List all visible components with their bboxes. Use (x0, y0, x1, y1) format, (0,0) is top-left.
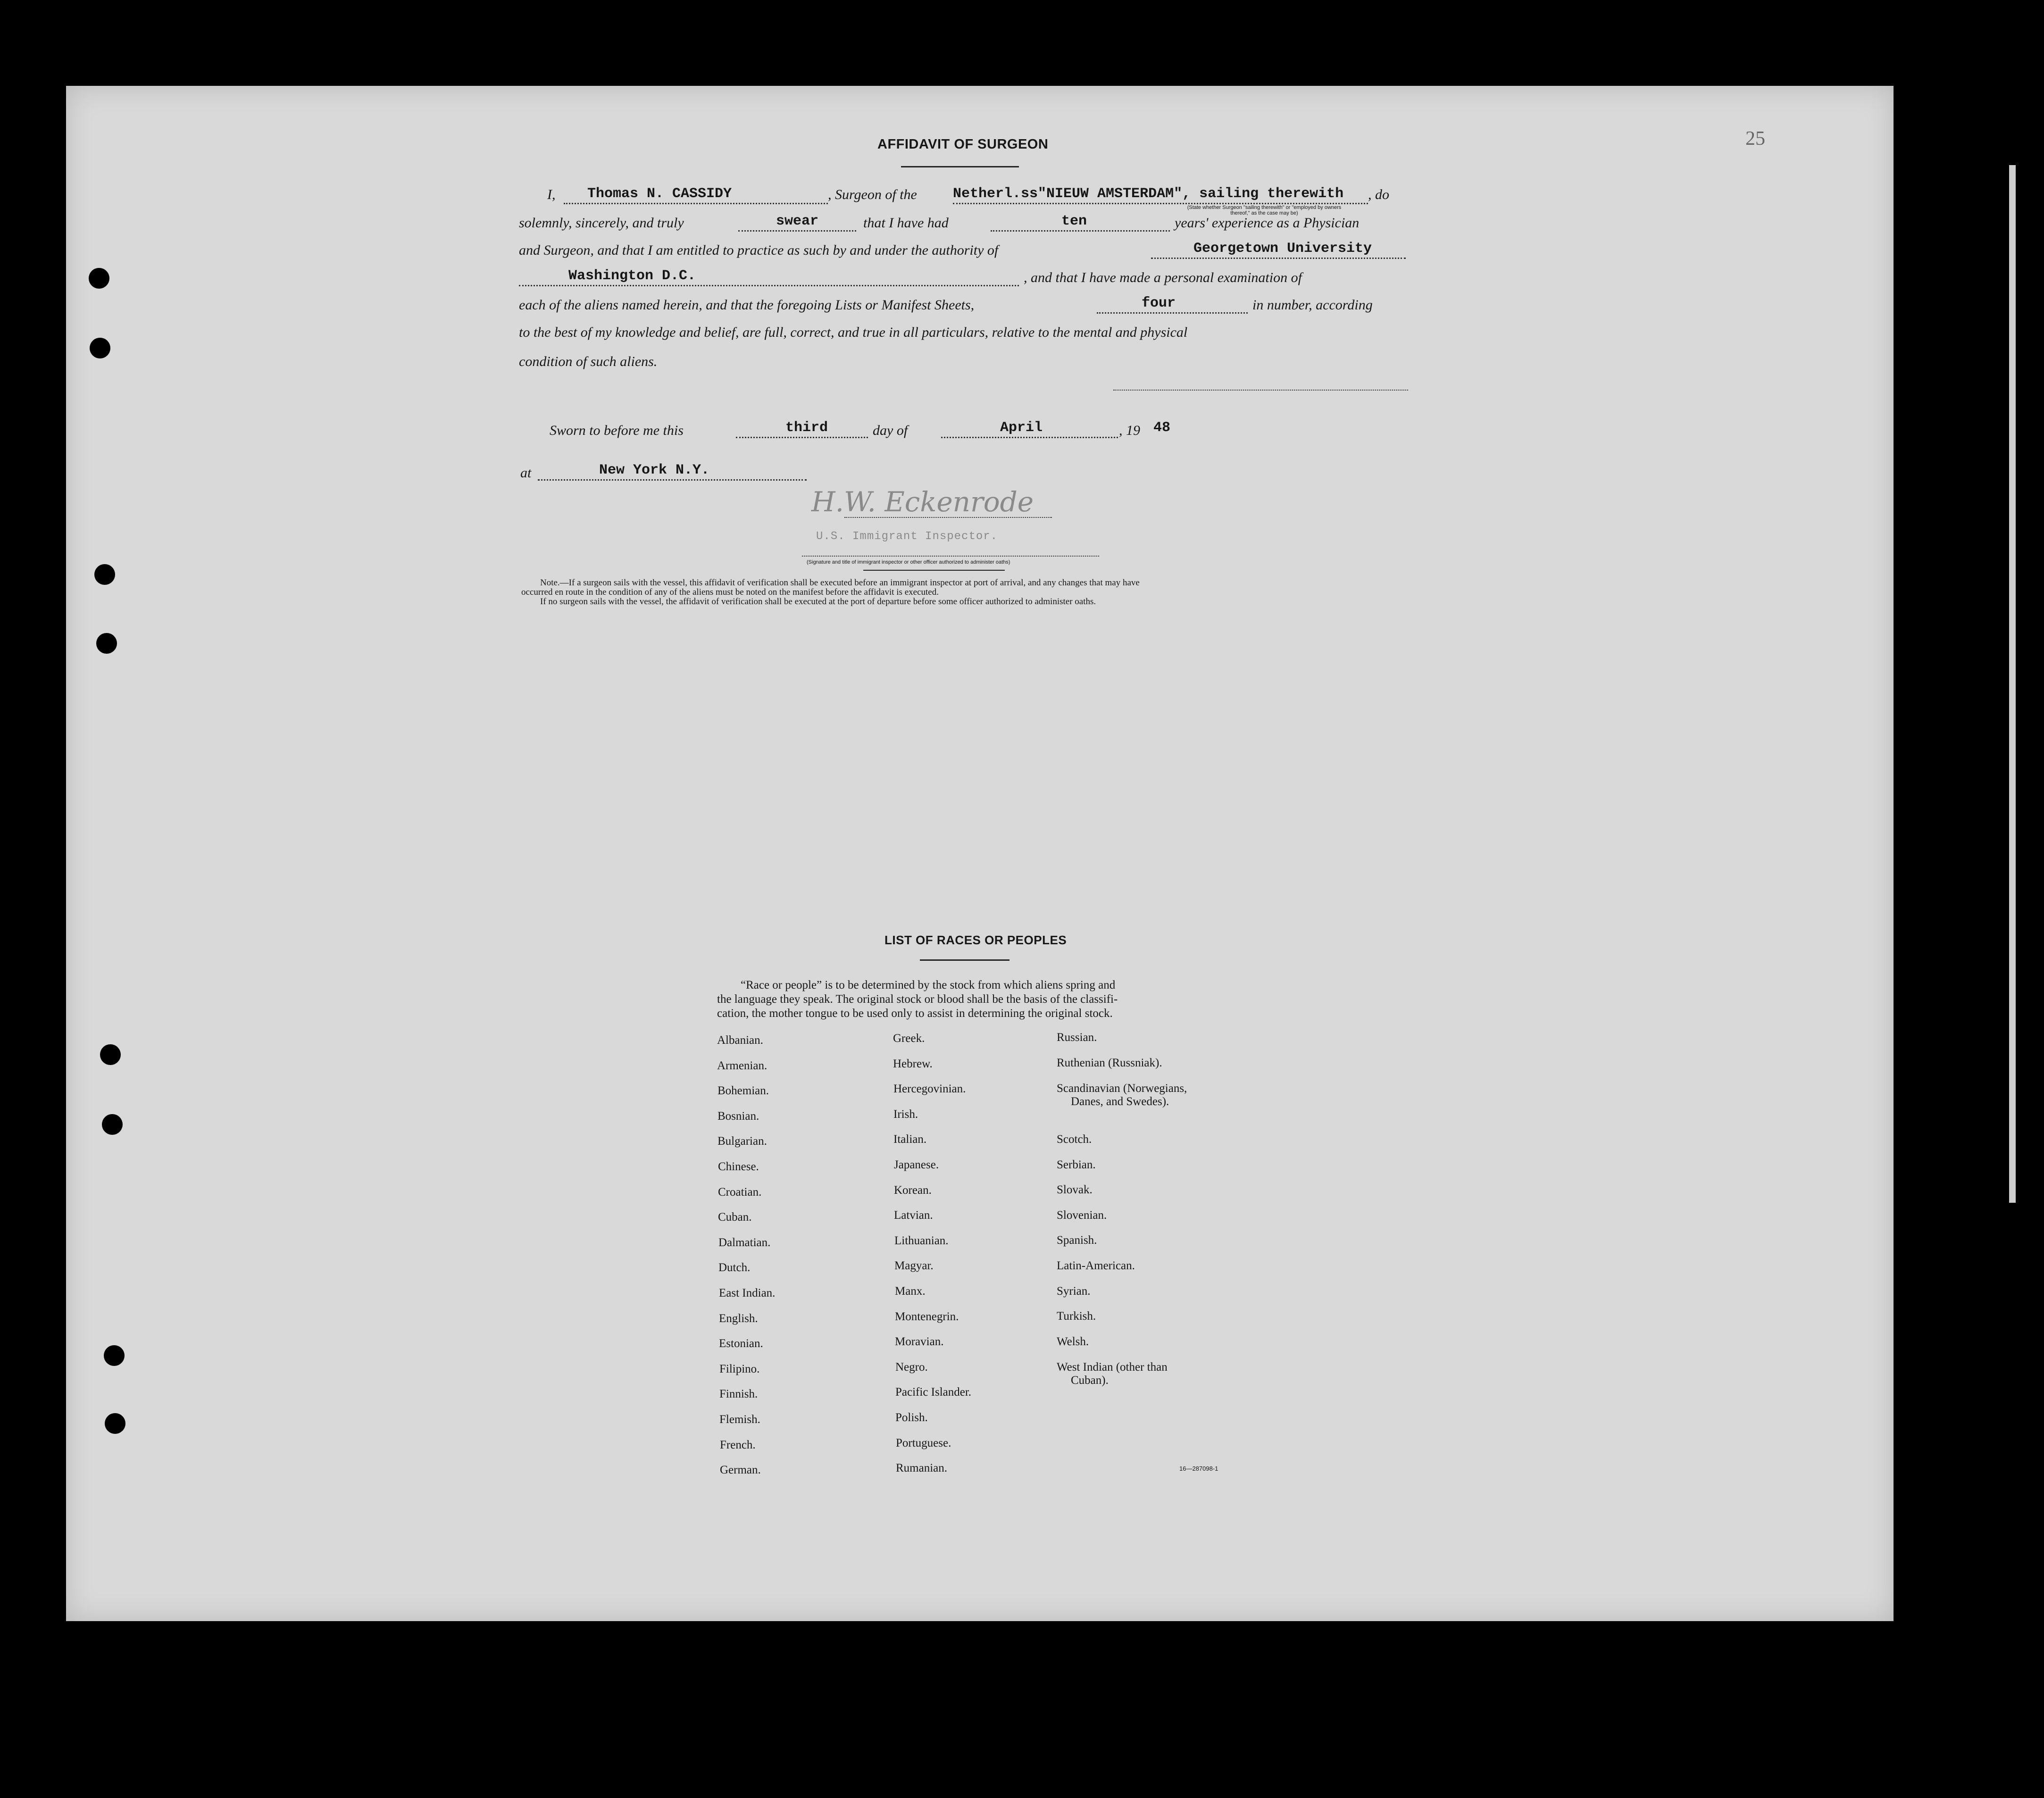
sheets-value: four (1142, 295, 1176, 311)
race-item: Bosnian. (717, 1109, 759, 1123)
races-title-rule (920, 959, 1009, 961)
line4-suffix: , and that I have made a personal examination of (1024, 270, 1302, 285)
race-item: Turkish. (1057, 1310, 1096, 1323)
vessel-line (953, 203, 1368, 204)
race-item: Russian. (1057, 1031, 1097, 1044)
race-item: Manx. (895, 1285, 926, 1298)
years-value: ten (1061, 213, 1087, 229)
race-item: Scandinavian (Norwegians, (1057, 1082, 1187, 1095)
authority-line (1151, 258, 1406, 259)
line1-mid: , Surgeon of the (828, 187, 917, 202)
race-item: Korean. (894, 1183, 932, 1197)
race-item: Polish. (895, 1411, 928, 1424)
race-item: Greek. (893, 1032, 925, 1045)
race-item: Pacific Islander. (895, 1386, 972, 1399)
place-value: New York N.Y. (599, 462, 710, 478)
line1-suffix: , do (1368, 187, 1389, 202)
form-number: 16—287098-1 (1179, 1465, 1218, 1472)
race-item: Danes, and Swedes). (1071, 1095, 1169, 1108)
races-title: LIST OF RACES OR PEOPLES (884, 933, 1067, 947)
race-item: Finnish. (719, 1388, 758, 1401)
line2-suffix: years' experience as a Physician (1175, 215, 1360, 231)
race-item: Rumanian. (896, 1462, 948, 1475)
punch-hole (96, 633, 117, 654)
race-item: Serbian. (1057, 1158, 1096, 1171)
race-item: Portuguese. (896, 1436, 951, 1449)
line3-prefix: and Surgeon, and that I am entitled to practice as such by and under the authority of (519, 242, 999, 258)
race-item: Dutch. (718, 1261, 751, 1274)
line7: condition of such aliens. (519, 354, 658, 369)
sheets-line (1097, 312, 1248, 314)
vessel-name: Netherl.ss"NIEUW AMSTERDAM", sailing therewith (953, 186, 1344, 202)
vessel-note: (State whether Surgeon "sailing therewith" or "employed by owners thereof," as the case may be) (1187, 205, 1342, 216)
race-item: Hercegovinian. (893, 1082, 966, 1096)
race-item: Cuban. (718, 1211, 752, 1224)
race-item: Bulgarian. (717, 1135, 767, 1148)
line5-prefix: each of the aliens named herein, and that the foregoing Lists or Manifest Sheets, (519, 297, 975, 313)
years-line (991, 230, 1170, 232)
race-item: Negro. (895, 1360, 928, 1373)
race-item: Spanish. (1057, 1234, 1097, 1247)
race-item: Bohemian. (717, 1084, 769, 1098)
sworn-month: April (1000, 420, 1043, 436)
page-number: 25 (1745, 128, 1765, 150)
race-item: Armenian. (717, 1059, 768, 1072)
oath-line (738, 230, 856, 232)
race-item: Latin-American. (1057, 1259, 1135, 1272)
race-item: Moravian. (895, 1335, 944, 1348)
inspector-signature: H.W. Eckenrode (811, 486, 1034, 518)
race-item: Montenegrin. (895, 1310, 959, 1323)
sworn-month-line (941, 437, 1118, 438)
caption-rule (863, 570, 1005, 571)
punch-hole (100, 1044, 121, 1065)
surgeon-signature-line (1113, 390, 1408, 391)
punch-hole (89, 268, 109, 289)
title-rule (901, 166, 1019, 167)
race-item: Chinese. (718, 1160, 759, 1173)
race-item: Cuban). (1071, 1374, 1109, 1387)
race-item: Estonian. (719, 1337, 763, 1350)
race-item: Dalmatian. (718, 1236, 771, 1249)
document-sheet (66, 86, 1894, 1621)
races-intro-1: “Race or people” is to be determined by the stock from which aliens spring and (741, 979, 1116, 991)
race-item: East Indian. (719, 1287, 776, 1299)
adjacent-page-edge (2009, 165, 2016, 1203)
note-line-2: occurred en route in the condition of any of the aliens must be noted on the manifest before the affidavit is executed. (521, 587, 939, 597)
sworn-prefix: Sworn to before me this (550, 423, 684, 438)
race-item: Flemish. (719, 1413, 760, 1426)
race-item: Filipino. (719, 1362, 760, 1375)
race-item: Irish. (893, 1107, 918, 1121)
signature-caption: (Signature and title of immigrant inspector or other officer authorized to administer oaths) (807, 559, 1010, 565)
race-item: Hebrew. (893, 1057, 933, 1070)
punch-hole (94, 564, 115, 585)
line5-suffix: in number, according (1252, 297, 1373, 313)
race-item: Welsh. (1057, 1335, 1089, 1348)
race-item: English. (719, 1312, 758, 1325)
race-item: German. (720, 1464, 761, 1477)
races-intro-2: the language they speak. The original stock or blood shall be the basis of the classifi- (717, 993, 1118, 1006)
place-prefix: at (520, 465, 532, 481)
sworn-day-line (736, 437, 868, 438)
race-item: Slovak. (1057, 1183, 1093, 1196)
races-intro-3: cation, the mother tongue to be used only to assist in determining the original stock. (717, 1007, 1113, 1020)
punch-hole (102, 1114, 123, 1135)
race-item: Croatian. (718, 1185, 762, 1199)
sworn-day: third (785, 420, 828, 436)
race-item: Scotch. (1057, 1133, 1092, 1146)
oath-value: swear (776, 213, 819, 229)
race-item: Latvian. (894, 1209, 933, 1222)
race-item: West Indian (other than (1057, 1361, 1168, 1373)
place-line (538, 479, 807, 481)
sworn-day-of: day of (873, 423, 908, 438)
authority-cont-line (519, 285, 1019, 286)
race-item: Ruthenian (Russniak). (1057, 1057, 1162, 1069)
race-item: Syrian. (1057, 1285, 1091, 1298)
line1-prefix: I, (547, 187, 556, 202)
line2-mid: that I have had (863, 215, 949, 231)
race-item: Albanian. (717, 1034, 763, 1047)
punch-hole (90, 338, 110, 358)
inspector-stamp: U.S. Immigrant Inspector. (816, 530, 998, 543)
sworn-year: 48 (1153, 420, 1171, 436)
sworn-year-prefix: , 19 (1119, 423, 1140, 438)
race-item: Slovenian. (1057, 1209, 1107, 1222)
line6: to the best of my knowledge and belief, are full, correct, and true in all particulars, relative to the mental and physical (519, 325, 1188, 340)
affidavit-title: AFFIDAVIT OF SURGEON (877, 137, 1049, 152)
surgeon-name: Thomas N. CASSIDY (587, 186, 732, 202)
note-line-1: Note.—If a surgeon sails with the vessel, this affidavit of verification shall be executed before an immigrant inspector at port of arrival, and any changes that may have (540, 578, 1140, 588)
authority-cont-value: Washington D.C. (568, 268, 696, 284)
surgeon-name-line (564, 203, 828, 204)
race-item: Magyar. (894, 1259, 934, 1273)
race-item: Lithuanian. (894, 1234, 949, 1247)
race-item: French. (720, 1438, 756, 1451)
punch-hole (105, 1413, 125, 1434)
punch-hole (104, 1345, 125, 1366)
race-item: Japanese. (894, 1158, 939, 1171)
race-item: Italian. (893, 1133, 927, 1146)
note-line-3: If no surgeon sails with the vessel, the affidavit of verification shall be executed at the port of departure before some officer authorized to administer oaths. (540, 597, 1096, 607)
caption-line (802, 556, 1099, 557)
authority-value: Georgetown University (1193, 241, 1372, 257)
line2-prefix: solemnly, sincerely, and truly (519, 215, 684, 231)
signature-line (844, 517, 1052, 518)
